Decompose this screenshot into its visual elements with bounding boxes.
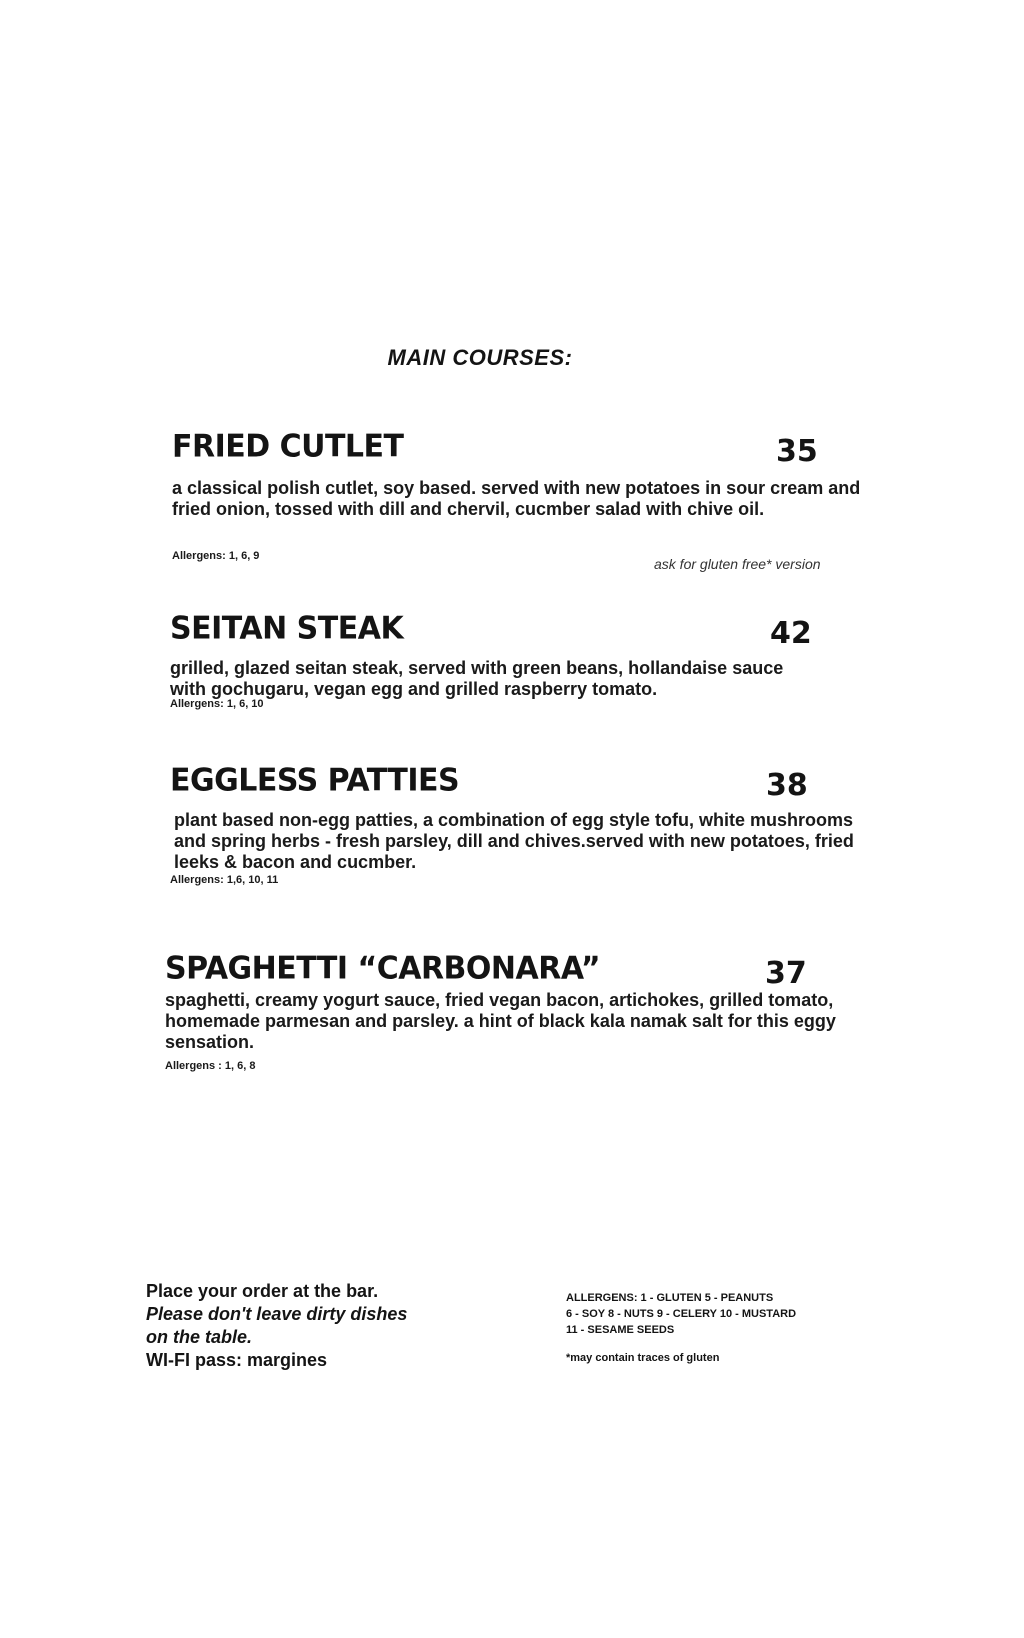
dish-allergens: Allergens: 1,6, 10, 11 xyxy=(170,874,279,886)
order-instruction: Place your order at the bar. xyxy=(146,1281,379,1301)
allergen-legend-line: ALLERGENS: 1 - GLUTEN 5 - PEANUTS xyxy=(566,1292,774,1304)
dish-item-spaghetti-carbonara xyxy=(165,950,865,1080)
dish-price: 37 xyxy=(765,956,807,991)
dish-item-fried-cutlet xyxy=(172,428,872,578)
dish-allergens: Allergens: 1, 6, 9 xyxy=(172,550,260,562)
dish-name: FRIED CUTLET xyxy=(172,428,404,465)
dish-item-seitan-steak xyxy=(170,610,870,720)
dish-item-eggless-patties xyxy=(170,762,880,902)
dish-price: 42 xyxy=(770,616,812,651)
dish-price: 35 xyxy=(776,434,818,469)
dish-allergens: Allergens : 1, 6, 8 xyxy=(165,1060,256,1072)
dish-description: spaghetti, creamy yogurt sauce, fried vegan bacon, artichokes, grilled tomato, homemade parmesan and parsley. a hint of black kala namak salt for this eggy sensation. xyxy=(165,990,836,1052)
dish-description: grilled, glazed seitan steak, served with green beans, hollandaise sauce with gochugaru, vegan egg and grilled raspberry tomato. xyxy=(170,658,784,699)
allergen-legend-line: 11 - SESAME SEEDS xyxy=(566,1324,675,1336)
dishes-request-line-2: on the table. xyxy=(146,1327,253,1347)
dish-name: SEITAN STEAK xyxy=(170,610,404,647)
dish-price: 38 xyxy=(766,768,808,803)
dish-name: SPAGHETTI “CARBONARA” xyxy=(165,950,601,987)
dish-description: plant based non-egg patties, a combination of egg style tofu, white mushrooms and spring herbs - fresh parsley, dill and chives.served with new potatoes, fried leeks & bacon and cucmber. xyxy=(174,810,854,872)
dish-name: EGGLESS PATTIES xyxy=(170,762,460,799)
section-title: MAIN COURSES: xyxy=(387,345,573,370)
dish-allergens: Allergens: 1, 6, 10 xyxy=(170,698,264,710)
footer-info xyxy=(146,1280,407,1372)
allergen-legend xyxy=(566,1290,796,1366)
gluten-free-note: ask for gluten free* version xyxy=(654,556,821,572)
dish-description: a classical polish cutlet, soy based. served with new potatoes in sour cream and fried onion, tossed with dill and chervil, cucmber salad with chive oil. xyxy=(172,478,861,519)
allergen-legend-line: 6 - SOY 8 - NUTS 9 - CELERY 10 - MUSTARD xyxy=(566,1308,797,1320)
wifi-password: WI-FI pass: margines xyxy=(146,1350,328,1370)
gluten-traces-note: *may contain traces of gluten xyxy=(566,1352,720,1364)
dishes-request-line-1: Please don't leave dirty dishes xyxy=(146,1304,408,1324)
